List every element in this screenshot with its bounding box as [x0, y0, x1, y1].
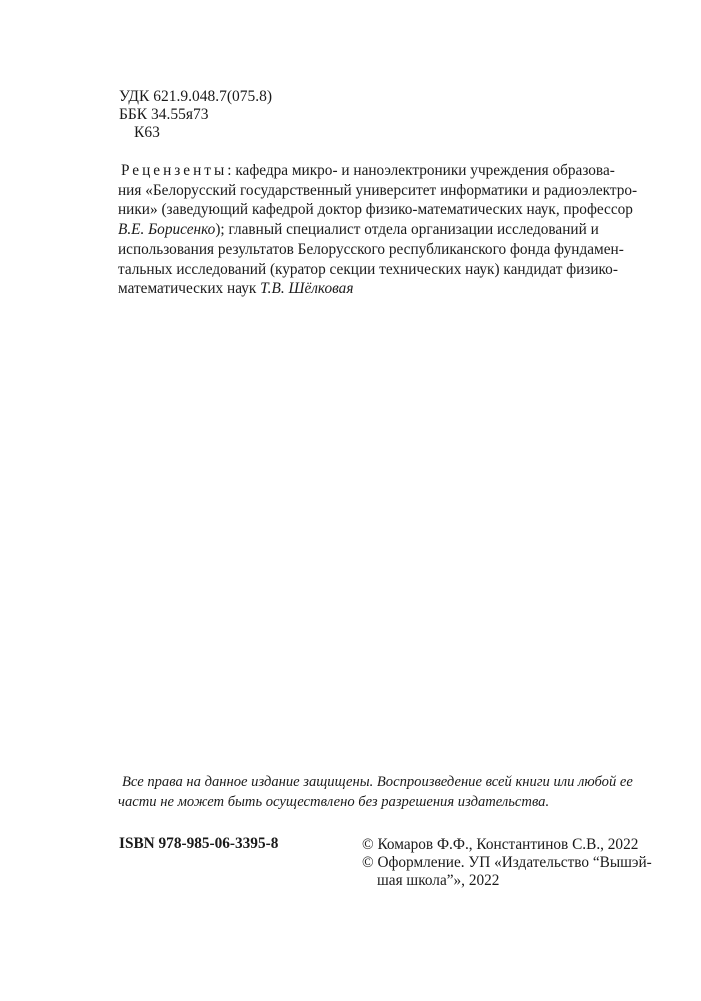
reviewer-name: Т.В. Шёлковая: [260, 280, 354, 298]
reviewers-line: использования результатов Белорусского республиканского фонда фундамен-: [118, 240, 624, 258]
reviewers-paragraph: [118, 161, 638, 299]
author-mark: К63: [134, 124, 160, 141]
copyright-line: шая школа”», 2022: [377, 872, 500, 889]
copyright-line: © Комаров Ф.Ф., Константинов С.В., 2022: [362, 836, 639, 853]
reviewers-line: Рецензенты: кафедра микро- и наноэлектроники учреждения образова-: [121, 162, 615, 179]
reviewer-name: В.Е. Борисенко: [118, 221, 216, 239]
reviewers-line: тальных исследований (куратор секции технических наук) кандидат физико-: [118, 260, 618, 278]
udk-code: УДК 621.9.048.7(075.8): [119, 88, 273, 105]
copyright-block: [362, 836, 652, 890]
bbk-code: ББК 34.55я73: [119, 106, 209, 123]
reviewers-line: ники» (заведующий кафедрой доктор физико-математических наук, профессор: [118, 201, 633, 219]
copyright-line: © Оформление. УП «Издательство “Вышэй-: [362, 854, 652, 871]
classification-codes: [119, 88, 272, 142]
reviewers-line: математических наук Т.В. Шёлковая: [118, 280, 354, 298]
rights-notice: [118, 772, 633, 812]
rights-line: части не может быть осуществлено без разрешения издательства.: [118, 794, 550, 810]
rights-line: Все права на данное издание защищены. Воспроизведение всей книги или любой ее: [122, 774, 633, 790]
reviewers-line: ния «Белорусский государственный университет информатики и радиоэлектро-: [118, 181, 638, 199]
reviewers-line: В.Е. Борисенко); главный специалист отдела организации исследований и: [118, 221, 599, 239]
reviewers-label: Рецензенты: [121, 162, 228, 179]
isbn: ISBN 978-985-06-3395-8: [119, 835, 279, 852]
